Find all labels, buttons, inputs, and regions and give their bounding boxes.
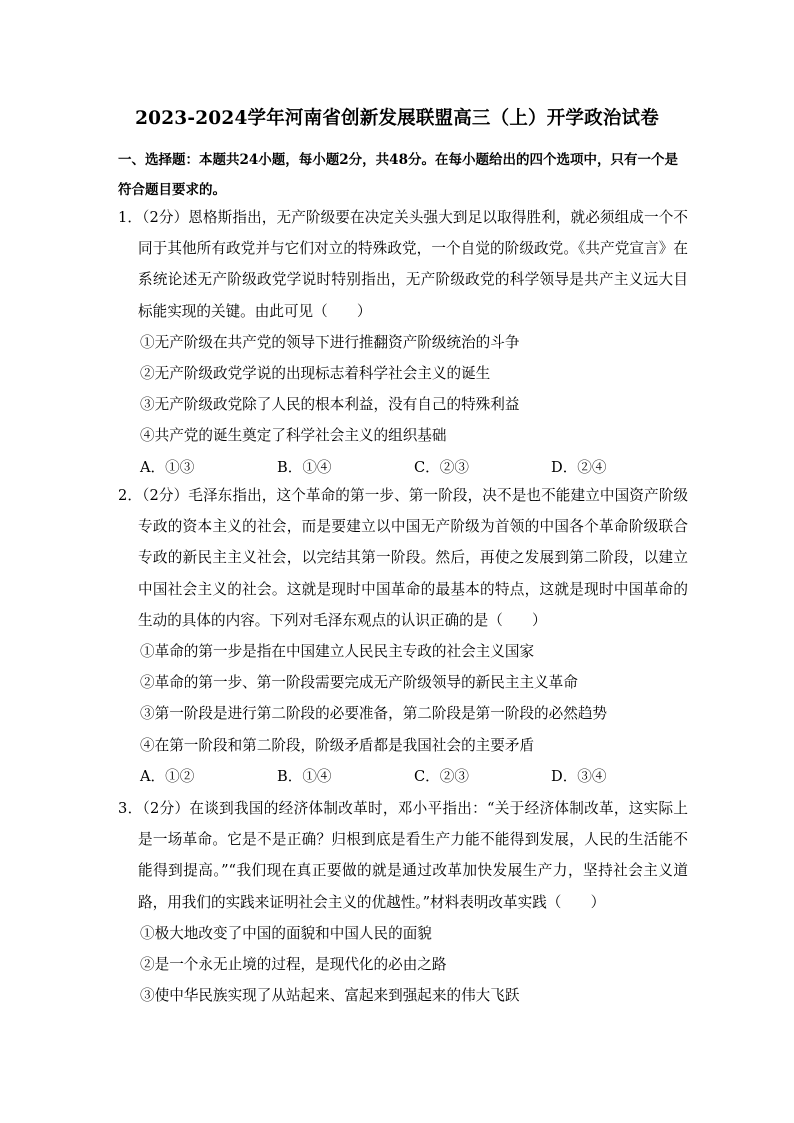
statement-option: ②革命的第一步、第一阶段需要完成无产阶级领导的新民主主义革命 — [140, 674, 578, 692]
choice-b: B．①④ — [277, 767, 332, 785]
answer-choices — [118, 761, 688, 792]
choice-c: C．②③ — [414, 767, 469, 785]
choice-b: B．①④ — [277, 458, 332, 476]
choice-a: A．①② — [140, 767, 195, 785]
page-title: 2023-2024学年河南省创新发展联盟高三（上）开学政治试卷 — [135, 108, 659, 129]
question-stem: 1．（2分）恩格斯指出，无产阶级要在决定关头强大到足以取得胜利，就必须组成一个不同于其他所有政党并与它们对立的特殊政党，一个自觉的阶级政党。《共产党宣言》在系统论述无产阶级政党学说时特别指出，无产阶级政党的科学领导是共产主义远大目标能实现的关键。由此可见（ ） — [118, 209, 688, 320]
statement-option: ③使中华民族实现了从站起来、富起来到强起来的伟大飞跃 — [140, 987, 520, 1005]
answer-choices — [118, 452, 688, 483]
statement-option: ④在第一阶段和第二阶段，阶级矛盾都是我国社会的主要矛盾 — [140, 736, 535, 754]
statement-option: ③无产阶级政党除了人民的根本利益，没有自己的特殊利益 — [140, 396, 520, 414]
choice-c: C．②③ — [414, 458, 469, 476]
question-stem: 3．（2分）在谈到我国的经济体制改革时，邓小平指出：“关于经济体制改革，这实际上是一场革命。它是不是正确？归根到底是看生产力能不能得到发展，人民的生活能不能得到提高。”“我们现在真正要做的就是通过改革加快发展生产力，坚持社会主义道路，用我们的实践来证明社会主义的优越性。”材料表明改革实践（ ） — [118, 800, 688, 911]
question-2 — [118, 480, 688, 792]
statement-option: ①极大地改变了中国的面貌和中国人民的面貌 — [140, 924, 432, 942]
question-3 — [118, 793, 688, 1011]
choice-a: A．①③ — [140, 458, 195, 476]
question-1 — [118, 202, 688, 483]
choice-d: D．③④ — [551, 767, 607, 785]
statement-option: ③第一阶段是进行第二阶段的必要准备，第二阶段是第一阶段的必然趋势 — [140, 705, 608, 723]
statement-option: ①无产阶级在共产党的领导下进行推翻资产阶级统治的斗争 — [140, 333, 520, 351]
statement-option: ②无产阶级政党学说的出现标志着科学社会主义的诞生 — [140, 365, 491, 383]
statement-option: ④共产党的诞生奠定了科学社会主义的组织基础 — [140, 427, 447, 445]
statement-option: ②是一个永无止境的过程，是现代化的必由之路 — [140, 956, 447, 974]
question-stem: 2．（2分）毛泽东指出，这个革命的第一步、第一阶段，决不是也不能建立中国资产阶级专政的资本主义的社会，而是要建立以中国无产阶级为首领的中国各个革命阶级联合专政的新民主主义社会，以完结其第一阶段。然后，再使之发展到第二阶段，以建立中国社会主义的社会。这就是现时中国革命的最基本的特点，这就是现时中国革命的生动的具体的内容。下列对毛泽东观点的认识正确的是（ ） — [118, 487, 688, 629]
statement-option: ①革命的第一步是指在中国建立人民民主专政的社会主义国家 — [140, 643, 535, 661]
choice-d: D．②④ — [551, 458, 607, 476]
section-heading: 一、选择题：本题共24小题，每小题2分，共48分。在每小题给出的四个选项中，只有一个是符合题目要求的。 — [118, 152, 678, 198]
